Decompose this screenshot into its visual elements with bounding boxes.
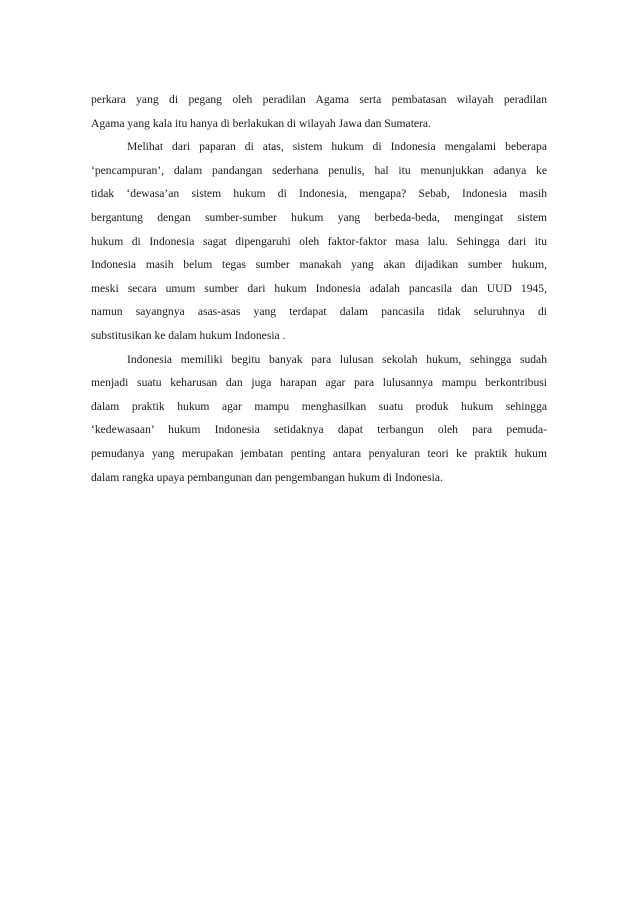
text-line: dalam praktik hukum agar mampu menghasilkan suatu produk hukum sehingga [91, 399, 547, 413]
text-line: namun sayangnya asas-asas yang terdapat dalam pancasila tidak seluruhnya di [91, 305, 547, 319]
text-line: substitusikan ke dalam hukum Indonesia . [91, 328, 286, 342]
text-line: Agama yang kala itu hanya di berlakukan di wilayah Jawa dan Sumatera. [91, 116, 431, 130]
text-line: meski secara umum sumber dari hukum Indonesia adalah pancasila dan UUD 1945, [91, 281, 547, 295]
text-line: dalam rangka upaya pembangunan dan pengembangan hukum di Indonesia. [91, 470, 443, 484]
text-line: ‘pencampuran’, dalam pandangan sederhana penulis, hal itu menunjukkan adanya ke [91, 163, 547, 177]
text-line: ‘kedewasaan’ hukum Indonesia setidaknya dapat terbangun oleh para pemuda- [91, 423, 547, 437]
text-line: bergantung dengan sumber-sumber hukum yang berbeda-beda, mengingat sistem [91, 210, 547, 224]
text-line: menjadi suatu keharusan dan juga harapan agar para lulusannya mampu berkontribusi [91, 376, 547, 390]
text-line: tidak ‘dewasa’an sistem hukum di Indonesia, mengapa? Sebab, Indonesia masih [91, 187, 547, 201]
paragraph-3 [91, 348, 547, 490]
body-text [91, 88, 547, 489]
paragraph-1 [91, 88, 547, 135]
text-line: Indonesia masih belum tegas sumber manakah yang akan dijadikan sumber hukum, [91, 258, 547, 272]
text-line: Melihat dari paparan di atas, sistem hukum di Indonesia mengalami beberapa [127, 140, 547, 154]
text-line: pemudanya yang merupakan jembatan penting antara penyaluran teori ke praktik hukum [91, 446, 547, 460]
text-line: Indonesia memiliki begitu banyak para lulusan sekolah hukum, sehingga sudah [127, 352, 547, 366]
text-line: hukum di Indonesia sagat dipengaruhi oleh faktor-faktor masa lalu. Sehingga dari itu [91, 234, 547, 248]
text-line: perkara yang di pegang oleh peradilan Agama serta pembatasan wilayah peradilan [91, 93, 547, 106]
paragraph-2 [91, 135, 547, 347]
